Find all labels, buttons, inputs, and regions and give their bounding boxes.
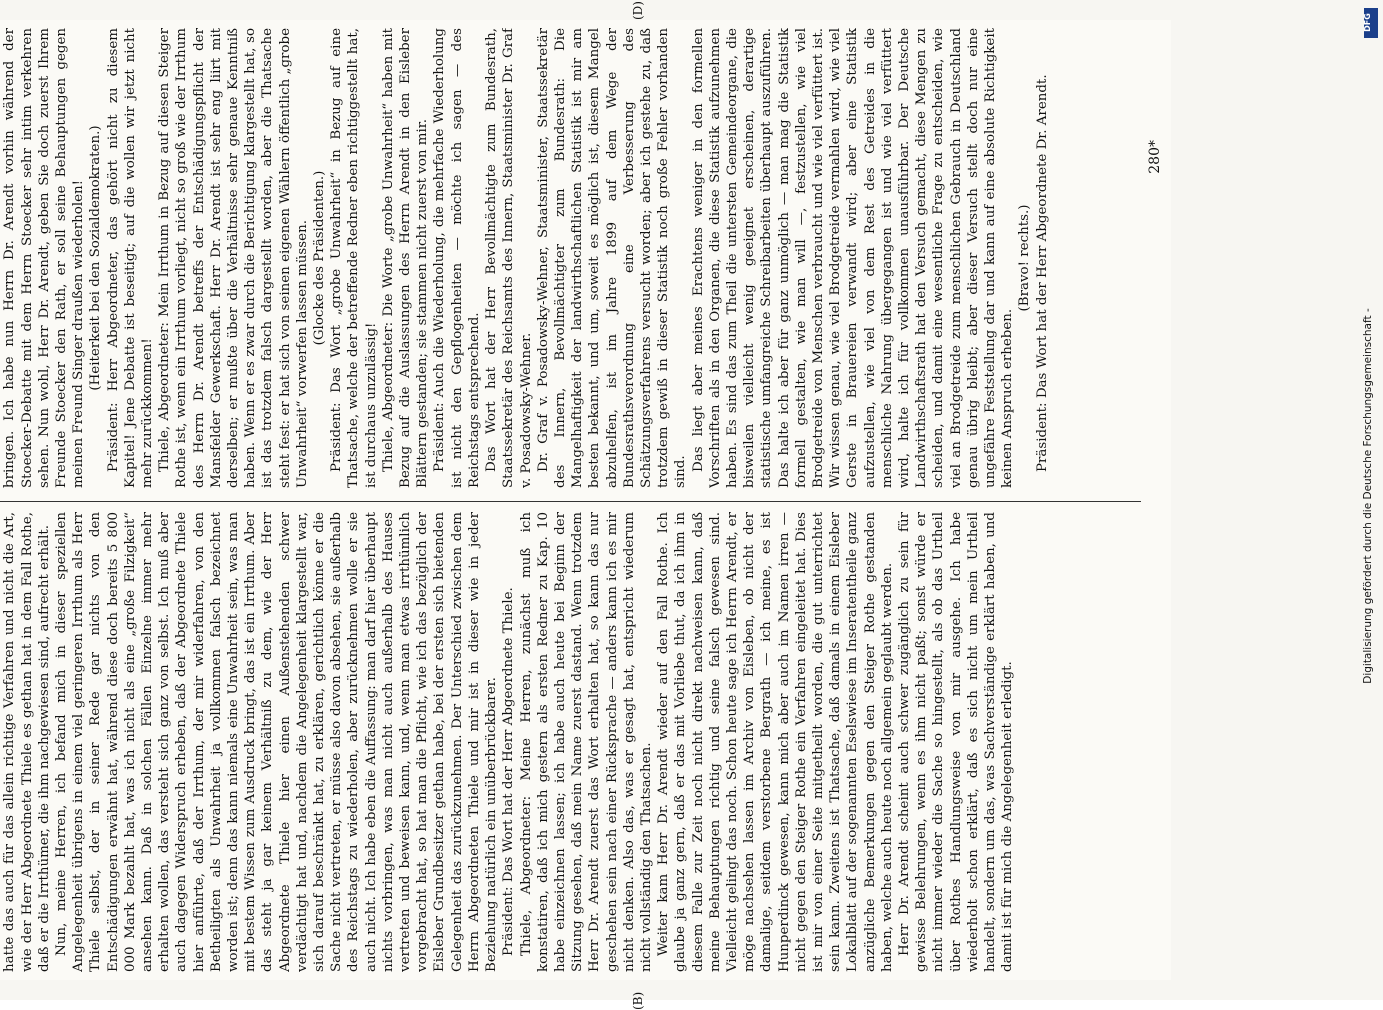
paragraph: Das Wort hat der Herr Bevollmächtigte zum Bundesrath, Staatssekretär des Reichsamts des Innern, Staatsminister Dr. Graf v. Posadowsky-Wehner. <box>484 28 534 488</box>
paragraph: Präsident: Das Wort hat der Herr Abgeordnete Thiele. <box>501 587 517 956</box>
paragraph: hatte das auch für das allein richtige Verfahren und nicht die Art, wie der Herr Abgeordnete Thiele es gethan hat in dem Fall Rothe, daß er die Irrthümer, die ihm nachgewiesen sind, aufrecht erhält. <box>2 512 52 972</box>
stage-direction: (Glocke des Präsidenten.) <box>312 170 328 346</box>
paragraph: Präsident: Das Wort „grobe Unwahrheit“ in Bezug auf eine Thatsache, welche der betreffende Redner eben richtiggestellt hat, ist durchaus unzulässig! <box>329 28 379 488</box>
digitization-note-text: Digitalisierung gefördert durch die Deutsche Forschungsgemeinschaft - <box>1362 308 1374 684</box>
dfg-logo-text: DFG <box>1362 13 1372 32</box>
paragraph: Präsident: Auch die Wiederholung, die mehrfache Wiederholung ist nicht den Gepflogenheiten — möchte ich sagen — des Reichstags entsprechend. <box>432 28 482 488</box>
paragraph: Thiele, Abgeordneter: Mein Irrthum in Bezug auf diesen Steiger Rothe ist, wenn ein Irrthum vorliegt, nicht so groß wie der Irrthum des Herrn Dr. Arendt betreffs der Entschädigungspflicht der Mansfelder Gewerkschaft. Herr Dr. Arendt ist sehr eng liirt mit derselben; er mußte über die Verhältnisse sehr genaue Kenntniß haben. Wenn er es zwar durch die Berichtigung klargestellt hat, so ist das trotzdem falsch dargestellt worden, aber die Thatsache steht fest: er hat sich von seinen eigenen Wählern öffentlich „grobe Unwahrheit“ vorwerfen lassen müssen. <box>157 28 310 488</box>
column-divider <box>0 501 1141 502</box>
paragraph: Thiele, Abgeordneter: Die Worte „grobe Unwahrheit“ haben mit Bezug auf die Auslassungen des Herrn Arendt in den Eisleber Blättern gestanden; sie stammen nicht zuerst von mir. <box>380 28 431 488</box>
paragraph: Thiele, Abgeordneter: Meine Herren, zunächst muß ich konstatiren, daß ich mich gestern als ersten Redner zu Kap. 10 habe einzeichnen lassen; ich habe auch heute bei Beginn der Sitzung gesehen, daß mein Name zuerst dastand. Wenn trotzdem Herr Dr. Arendt zuerst das Wort erhalten hat, so kann das nur geschehen sein nach einer Rücksprache — anders kann ich es mir nicht denken. Also das, was er gesagt hat, entspricht wiederum nicht vollständig den Thatsachen. <box>518 512 654 972</box>
paragraph: bringen. Ich habe nun Herrn Dr. Arendt vorhin während der Stoecker-Debatte mit dem Herrn Stoecker sehr intim verkehren sehen. Nun wohl, Herr Dr. Arendt, geben Sie doch zuerst Ihrem Freunde Stoecker den Rath, er soll seine Behauptungen gegen meinen Freund Singer draußen wiederholen! <box>2 28 87 488</box>
rotated-newspaper-page <box>0 1 1171 1010</box>
paragraph: Dr. Graf v. Posadowsky-Wehner, Staatsminister, Staatssekretär des Innern, Bevollmächtigter zum Bundesrath: Die Mangelhaftigkeit der landwirthschaftlichen Statistik ist mir am besten bekannt, und um, soweit es möglich ist, diesem Mangel abzuhelfen, ist im Jahre 1899 auf dem Wege der Bundesrathsverordnung eine Verbesserung des Schätzungsverfahrens versucht worden; aber ich gestehe zu, daß trotzdem gewiß in dieser Statistik noch große Fehler vorhanden sind. <box>535 28 689 488</box>
marker-b: (B) <box>631 991 645 1010</box>
paragraph: Nun, meine Herren, ich befand mich in dieser speziellen Angelegenheit übrigens in einem viel geringeren Irrthum als Herr Thiele selbst, der in seiner Rede gar nichts von den Entschädigungen erwähnt hat, während diese doch bereits 5 800 000 Mark bezahlt hat, was ich nicht als eine „große Filzigkeit“ ansehen kann. Daß in solchen Fällen Einzelne immer mehr erhalten wollen, das versteht sich ganz von selbst. Ich muß aber auch dagegen Widerspruch erheben, daß der Abgeordnete Thiele hier anführte, daß der Irrthum, der mir widerfahren, von den Betheiligten als Unwahrheit ja vollkommen falsch bezeichnet worden ist; denn das kann niemals eine Unwahrheit sein, was man mit bestem Wissen zum Ausdruck bringt, das ist ein Irrthum. Aber das steht ja gar keinem Verhältniß zu dem, wie der Herr Abgeordnete Thiele hier einen Außenstehenden schwer verdächtigt hat und, nachdem die Angelegenheit klargestellt war, sich darauf beschränkt hat, zu erklären, gerichtlich könne er die Sache nicht vertreten, er müsse also davon absehen, sie außerhalb des Reichstags zu wiederholen, aber zurücknehmen wolle er sie auch nicht. Ich habe eben die Auffassung: man darf hier überhaupt nichts vorbringen, was man nicht auch außerhalb des Hauses vertreten und beweisen kann, und, wenn man etwas irrthümlich vorgebracht hat, so hat man die Pflicht, wie ich das bezüglich der Eisleber Grundbesitzer gethan habe, bei der ersten sich bietenden Gelegenheit das zurückzunehmen. Der Unterschied zwischen dem Herrn Abgeordneten Thiele und mir ist in dieser wie in jeder Beziehung natürlich ein unüberbrückbarer. <box>54 512 500 972</box>
left-column <box>0 512 1141 972</box>
paragraph: Herr Dr. Arendt scheint auch schwer zugänglich zu sein für gewisse Belehrungen, wenn es ihm nicht paßt; sonst würde er nicht immer wieder die Sache so hingestellt, als ob das Urtheil über Rothes Handlungsweise von mir ausgehe. Ich habe wiederholt schon erklärt, daß es sich nicht um mein Urtheil handelt, sondern um das, was Sachverständige erklärt haben, und damit ist für mich die Angelegenheit erledigt. <box>896 512 1016 972</box>
sheet-number: 280* <box>1147 140 1163 174</box>
paragraph: Präsident: Herr Abgeordneter, das gehört nicht zu diesem Kapitel! Jene Debatte ist beseitigt; auf die wollen wir jetzt nicht mehr zurückkommen! <box>105 28 156 488</box>
right-column <box>0 28 1141 488</box>
marker-d: (D) <box>631 1 645 20</box>
digitization-note <box>1358 10 1372 990</box>
stage-direction: (Bravo! rechts.) <box>1017 204 1033 312</box>
stage-direction: (Heiterkeit bei den Sozialdemokraten.) <box>88 125 104 391</box>
paragraph: Präsident: Das Wort hat der Herr Abgeordnete Dr. Arendt. <box>1034 74 1050 472</box>
dfg-logo <box>1364 8 1378 38</box>
paragraph: Weiter kam Herr Dr. Arendt wieder auf den Fall Rothe. Ich glaube ja ganz gern, daß er das mit Vorliebe thut, da ich ihm in diesem Falle zur Zeit noch nicht direkt nachweisen kann, daß meine Behauptungen richtig und seine falsch gewesen sind. Vielleicht gelingt das noch. Schon heute sage ich Herrn Arendt, er möge nachsehen lassen im Archiv von Eisleben, ob nicht der damalige, seitdem verstorbene Bergrath — ich meine, es ist Hunperdinck gewesen, kann mich aber auch im Namen irren — nicht gegen den Steiger Rothe ein Verfahren eingeleitet hat. Dies ist mir von einer Seite mitgetheilt worden, die gut unterrichtet sein kann. Zweitens ist Thatsache, daß damals in einem Eisleber Lokalblatt auf der sogenannten Eselswiese im Inseratentheile ganz anzügliche Bemerkungen gegen den Steiger Rothe gestanden haben, welche auch heute noch allgemein geglaubt werden. <box>656 512 895 972</box>
paragraph: Das liegt aber meines Erachtens weniger in den formellen Vorschriften als in den Organen, die diese Statistik aufzunehmen haben. Es sind das zum Theil die untersten Gemeindeorgane, die bisweilen vielleicht wenig geeignet erscheinen, derartige statistische umfangreiche Schreibarbeiten überhaupt auszuführen. Das halte ich aber für ganz unmöglich — man mag die Statistik formell gestalten, wie man will —, festzustellen, wie viel Brodgetreide von Menschen verbraucht und wie viel verfüttert ist. Wir wissen genau, wie viel Brodgetreide vermahlen wird, wie viel Gerste in Brauereien verwandt wird; aber eine Statistik aufzustellen, wie viel von dem Rest des Getreides in die menschliche Nahrung übergegangen ist und wie viel verfüttert wird, halte ich für vollkommen unausführbar. Der Deutsche Landwirthschaftsrath hat den Versuch gemacht, diese Mengen zu scheiden, und damit eine wesentliche Frage zu entscheiden, wie viel an Brodgetreide zum menschlichen Gebrauch in Deutschland genau übrig bleibt; aber dieser Versuch stellt doch nur eine ungefähre Feststellung dar und kann auf eine absolute Richtigkeit keinen Anspruch erheben. <box>690 28 1016 488</box>
